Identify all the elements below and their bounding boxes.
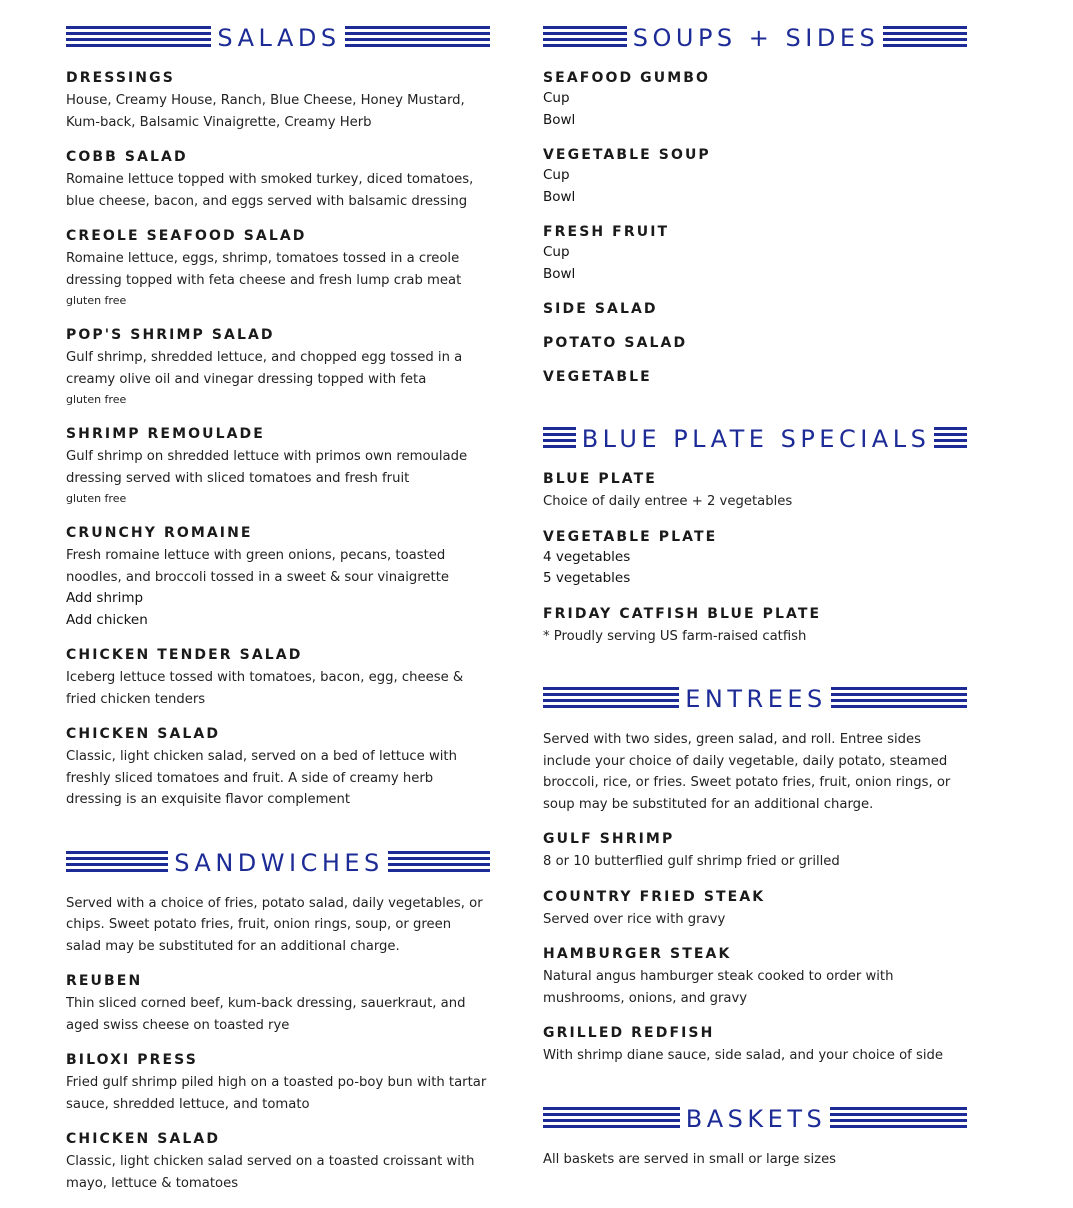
menu-item-description: Classic, light chicken salad, served on a bed of lettuce with freshly sliced tomatoes and fruit. A side of creamy herb dressing is an exquisite flavor complement — [66, 749, 457, 807]
menu-item-option: Cup — [543, 244, 570, 260]
section-blue-plate-specials — [543, 423, 967, 647]
menu-item-description: Classic, light chicken salad served on a toasted croissant with mayo, lettuce & tomatoes — [66, 1154, 475, 1191]
menu-item-name: GULF SHRIMP — [543, 831, 675, 847]
menu-item-name: VEGETABLE — [543, 369, 652, 385]
menu-item-name: VEGETABLE SOUP — [543, 147, 711, 163]
section-header — [66, 847, 490, 879]
menu-item-description: Natural angus hamburger steak cooked to order with mushrooms, onions, and gravy — [543, 969, 894, 1006]
menu-item-description: Romaine lettuce, eggs, shrimp, tomatoes tossed in a creole dressing topped with feta cheese and fresh lump crab meat — [66, 251, 462, 288]
section-title: ENTREES — [685, 685, 827, 713]
menu-item-note: gluten free — [66, 393, 127, 406]
section-intro: Served with a choice of fries, potato salad, daily vegetables, or chips. Sweet potato fries, fruit, onion rings, soup, or green salad may be substituted for an additional charge. — [66, 895, 483, 954]
menu-item-option: Cup — [543, 90, 570, 106]
menu-item-name: FRIDAY CATFISH BLUE PLATE — [543, 605, 822, 622]
section-header — [66, 22, 490, 54]
menu-item-name: DRESSINGS — [66, 70, 175, 86]
menu-item-description: Served over rice with gravy — [543, 911, 726, 927]
menu-item-name: GRILLED REDFISH — [543, 1025, 715, 1041]
section-salads — [66, 22, 490, 811]
stripes-decoration-right — [345, 26, 490, 50]
menu-item — [66, 1129, 490, 1194]
menu-item-option: Cup — [543, 167, 570, 183]
section-title: BASKETS — [685, 1104, 827, 1133]
section-intro: Served with two sides, green salad, and roll. Entree sides include your choice of daily vegetable, daily potato, steamed broccoli, rice, or fries. Sweet potato fries, fruit, onion rings, or soup may be substituted for an additional charge. — [543, 732, 951, 812]
menu-item — [543, 527, 967, 590]
section-header — [543, 22, 967, 54]
section-title: SOUPS + SIDES — [632, 24, 880, 52]
menu-item-name: SHRIMP REMOULADE — [66, 426, 265, 442]
menu-item — [66, 645, 490, 710]
menu-item-description: Iceberg lettuce tossed with tomatoes, bacon, egg, cheese & fried chicken tenders — [66, 670, 464, 707]
menu-item-description: Gulf shrimp on shredded lettuce with primos own remoulade dressing served with sliced tomatoes and fresh fruit — [66, 449, 468, 486]
menu-item-name: BLUE PLATE — [543, 471, 657, 487]
menu-item-option: Add chicken — [66, 611, 148, 628]
stripes-decoration-left — [543, 687, 679, 711]
menu-item-description: With shrimp diane sauce, side salad, and your choice of side — [543, 1048, 944, 1063]
menu-item-option: Add shrimp — [66, 590, 144, 606]
menu-item-name: SEAFOOD GUMBO — [543, 70, 711, 86]
menu-item-name: CHICKEN SALAD — [66, 1131, 221, 1147]
left-column — [66, 22, 490, 1208]
menu-item — [543, 68, 967, 131]
menu-item — [543, 1023, 967, 1067]
menu-item-name: FRESH FRUIT — [543, 224, 670, 240]
section-soups-sides — [543, 22, 967, 387]
stripes-decoration-left — [66, 851, 168, 875]
menu-item-name: SIDE SALAD — [543, 301, 658, 317]
menu-item-name: COUNTRY FRIED STEAK — [543, 888, 766, 905]
section-title: SALADS — [217, 24, 341, 52]
stripes-decoration-right — [388, 851, 490, 875]
menu-item-option: Bowl — [543, 188, 576, 205]
stripes-decoration-left — [543, 26, 627, 50]
menu-item-note: gluten free — [66, 492, 127, 505]
menu-item — [543, 367, 967, 387]
menu-item — [543, 145, 967, 208]
menu-item — [66, 424, 490, 509]
menu-item-name: CHICKEN SALAD — [66, 726, 221, 742]
menu-item — [66, 226, 490, 311]
menu-item-description: House, Creamy House, Ranch, Blue Cheese, Honey Mustard, Kum-back, Balsamic Vinaigrette, Creamy Herb — [66, 93, 465, 130]
menu-item-description: Thin sliced corned beef, kum-back dressing, sauerkraut, and aged swiss cheese on toasted rye — [66, 996, 466, 1033]
menu-item — [543, 333, 967, 353]
menu-item-option: Bowl — [543, 111, 576, 128]
menu-item — [66, 147, 490, 212]
stripes-decoration-right — [934, 427, 967, 451]
section-baskets — [543, 1103, 967, 1171]
menu-item-description: 8 or 10 butterflied gulf shrimp fried or grilled — [543, 854, 840, 869]
menu-item — [543, 469, 967, 513]
menu-item-description: Romaine lettuce topped with smoked turkey, diced tomatoes, blue cheese, bacon, and eggs served with balsamic dressing — [66, 172, 474, 209]
menu-item-description: Gulf shrimp, shredded lettuce, and chopped egg tossed in a creamy olive oil and vinegar dressing topped with feta — [66, 350, 463, 387]
menu-item — [66, 971, 490, 1036]
menu-item — [66, 523, 490, 631]
stripes-decoration-left — [543, 427, 576, 451]
stripes-decoration-left — [543, 1107, 680, 1131]
section-header — [543, 423, 967, 455]
section-intro: All baskets are served in small or large sizes — [543, 1151, 837, 1167]
section-header — [543, 683, 967, 715]
section-title: SANDWICHES — [174, 848, 384, 877]
menu-item-name: HAMBURGER STEAK — [543, 946, 732, 962]
menu-item-name: CRUNCHY ROMAINE — [66, 525, 253, 541]
section-sandwiches — [66, 847, 490, 1195]
menu-item-option: 4 vegetables — [543, 548, 631, 565]
stripes-decoration-right — [883, 26, 967, 50]
section-entrees — [543, 683, 967, 1067]
menu-item — [66, 724, 490, 811]
menu-item — [543, 944, 967, 1009]
menu-item-name: BILOXI PRESS — [66, 1052, 198, 1068]
menu-item — [543, 222, 967, 285]
stripes-decoration-left — [66, 26, 211, 50]
menu-item-description: * Proudly serving US farm-raised catfish — [543, 628, 807, 644]
menu-item — [543, 604, 967, 648]
stripes-decoration-right — [830, 1107, 967, 1131]
menu-item-description: Choice of daily entree + 2 vegetables — [543, 494, 793, 509]
menu-item — [543, 299, 967, 319]
section-header — [543, 1103, 967, 1135]
menu-item-name: POP'S SHRIMP SALAD — [66, 327, 275, 343]
menu-item-name: COBB SALAD — [66, 149, 188, 165]
menu-item-name: VEGETABLE PLATE — [543, 528, 718, 545]
menu-item — [543, 829, 967, 873]
section-title: BLUE PLATE SPECIALS — [581, 425, 931, 453]
menu-item-note: gluten free — [66, 294, 127, 307]
menu-item-option: 5 vegetables — [543, 570, 631, 586]
menu-item — [66, 1050, 490, 1115]
right-column — [543, 22, 967, 1184]
menu-item-name: POTATO SALAD — [543, 335, 688, 351]
menu-item-description: Fresh romaine lettuce with green onions, pecans, toasted noodles, and broccoli tossed in a sweet & sour vinaigrette — [66, 548, 449, 585]
menu-item-option: Bowl — [543, 265, 576, 282]
menu-item — [543, 887, 967, 931]
menu-item-name: CHICKEN TENDER SALAD — [66, 647, 303, 663]
menu-item-name: CREOLE SEAFOOD SALAD — [66, 228, 307, 244]
menu-item-name: REUBEN — [66, 973, 143, 989]
stripes-decoration-right — [831, 687, 967, 711]
menu-item — [66, 68, 490, 133]
menu-item-description: Fried gulf shrimp piled high on a toasted po-boy bun with tartar sauce, shredded lettuce, and tomato — [66, 1075, 487, 1112]
menu-item — [66, 325, 490, 410]
